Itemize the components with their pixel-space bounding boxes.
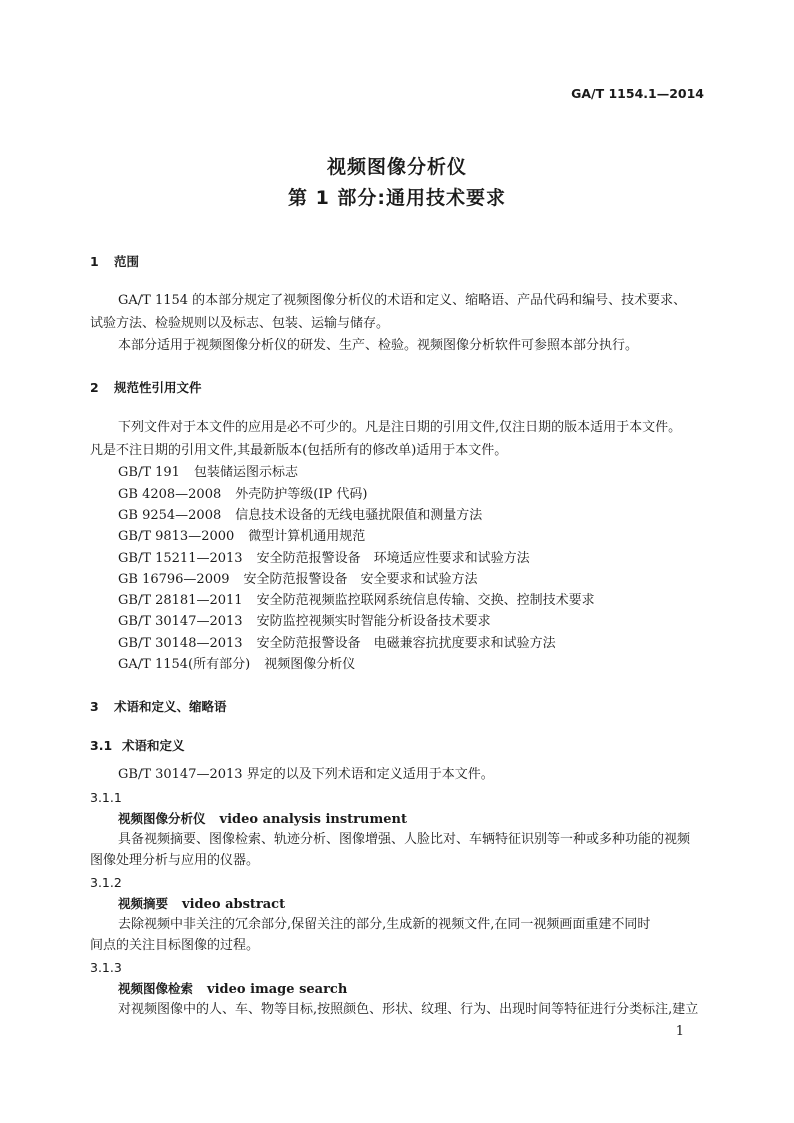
paragraph-line: 凡是不注日期的引用文件,其最新版本(包括所有的修改单)适用于本文件。 (90, 443, 508, 458)
page-number: 1 (675, 1024, 684, 1039)
reference-code: GA/T 1154(所有部分) (118, 657, 251, 672)
paragraph-line: 下列文件对于本文件的应用是必不可少的。凡是注日期的引用文件,仅注日期的版本适用于本文件。 (118, 420, 682, 435)
reference-code: GB/T 15211—2013 (118, 551, 243, 566)
reference-item (118, 572, 478, 588)
definition-line: 具备视频摘要、图像检索、轨迹分析、图像增强、人脸比对、车辆特征识别等一种或多种功能的视频 (118, 832, 691, 847)
paragraph-line: GA/T 1154 的本部分规定了视频图像分析仪的术语和定义、缩略语、产品代码和编号、技术要求、 (118, 293, 687, 308)
term-zh: 视频摘要 (118, 896, 169, 911)
section-heading (90, 699, 227, 715)
reference-item (118, 593, 595, 609)
reference-code: GB/T 30147—2013 (118, 614, 243, 629)
section-number: 3 (90, 699, 99, 714)
reference-title: 安全防范视频监控联网系统信息传输、交换、控制技术要求 (256, 593, 595, 608)
reference-item (118, 529, 365, 545)
reference-title: 安全防范报警设备 安全要求和试验方法 (243, 572, 478, 587)
reference-code: GB/T 30148—2013 (118, 636, 243, 651)
reference-item (118, 465, 298, 481)
reference-title: 包装储运图示标志 (193, 465, 298, 480)
reference-item (118, 551, 530, 567)
definition-line: 间点的关注目标图像的过程。 (90, 938, 260, 953)
reference-item (118, 614, 491, 630)
section-title: 术语和定义、缩略语 (114, 699, 227, 714)
term-entry (118, 981, 347, 998)
reference-code: GB/T 9813—2000 (118, 529, 235, 544)
section-number: 2 (90, 380, 99, 395)
subsection-number: 3.1 (90, 738, 113, 753)
paragraph-line: 本部分适用于视频图像分析仪的研发、生产、检验。视频图像分析软件可参照本部分执行。 (118, 338, 639, 353)
reference-code: GB/T 191 (118, 465, 180, 480)
term-number: 3.1.3 (90, 960, 122, 975)
section-number: 1 (90, 254, 99, 269)
section-heading (90, 254, 139, 270)
definition-line: 图像处理分析与应用的仪器。 (90, 853, 260, 868)
document-subtitle: 第 1 部分:通用技术要求 (287, 187, 507, 209)
section-title: 范围 (114, 254, 140, 269)
section-title: 规范性引用文件 (114, 380, 202, 395)
term-entry (118, 896, 285, 913)
document-title: 视频图像分析仪 (326, 156, 467, 178)
reference-code: GB 4208—2008 (118, 487, 222, 502)
reference-item (118, 487, 367, 503)
term-en: video image search (207, 982, 348, 997)
definition-line: 去除视频中非关注的冗余部分,保留关注的部分,生成新的视频文件,在同一视频画面重建不同时 (118, 917, 651, 932)
reference-title: 视频图像分析仪 (264, 657, 356, 672)
reference-code: GB 16796—2009 (118, 572, 230, 587)
term-zh: 视频图像分析仪 (118, 811, 206, 826)
term-number: 3.1.1 (90, 790, 122, 805)
reference-title: 信息技术设备的无线电骚扰限值和测量方法 (235, 508, 483, 523)
term-en: video analysis instrument (219, 812, 407, 827)
reference-title: 安全防范报警设备 环境适应性要求和试验方法 (256, 551, 530, 566)
subsection-title: 术语和定义 (122, 738, 185, 753)
term-zh: 视频图像检索 (118, 981, 194, 996)
reference-title: 安防监控视频实时智能分析设备技术要求 (256, 614, 491, 629)
reference-item (118, 657, 355, 673)
term-number: 3.1.2 (90, 875, 122, 890)
reference-title: 微型计算机通用规范 (248, 529, 366, 544)
subsection-heading (90, 738, 185, 754)
paragraph-line: 试验方法、检验规则以及标志、包装、运输与储存。 (90, 316, 390, 331)
standard-code: GA/T 1154.1—2014 (571, 86, 704, 101)
term-entry (118, 811, 407, 828)
reference-code: GB 9254—2008 (118, 508, 222, 523)
reference-title: 安全防范报警设备 电磁兼容抗扰度要求和试验方法 (256, 636, 556, 651)
reference-title: 外壳防护等级(IP 代码) (235, 487, 368, 502)
section-heading (90, 380, 202, 396)
term-en: video abstract (182, 897, 286, 912)
paragraph-line: GB/T 30147—2013 界定的以及下列术语和定义适用于本文件。 (118, 767, 494, 782)
reference-item (118, 508, 482, 524)
definition-line: 对视频图像中的人、车、物等目标,按照颜色、形状、纹理、行为、出现时间等特征进行分类标注,建立 (118, 1002, 699, 1017)
reference-item (118, 636, 556, 652)
reference-code: GB/T 28181—2011 (118, 593, 243, 608)
